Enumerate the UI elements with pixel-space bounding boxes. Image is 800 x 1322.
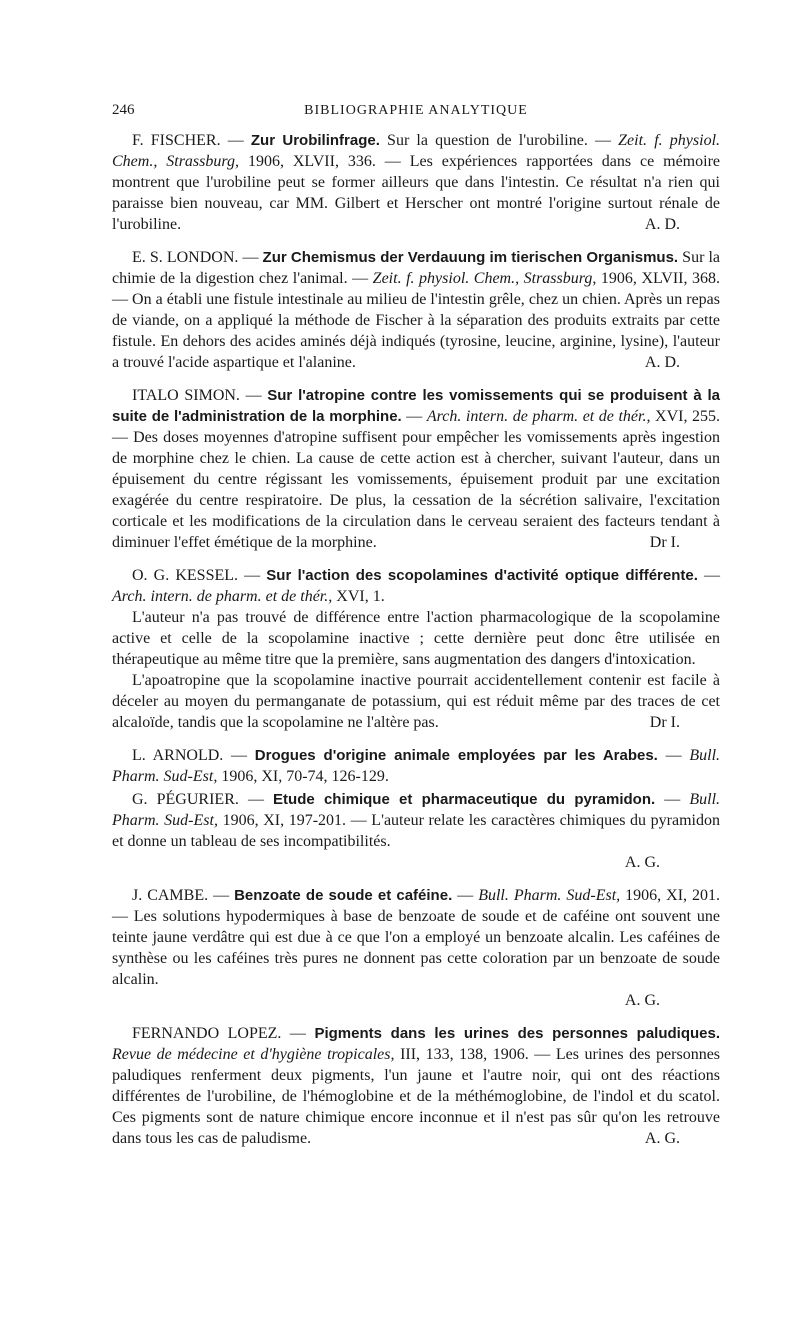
entry-ref: 1906, XLVII, 368. — On a établi une fistule intestinale au milieu de l'intestin grêle, chez un chien. Après un repas de viande, on a appliqué la méthode de Fischer à la séparation des produits extraits par cette fistule. En dehors des acides aminés déjà indiqués (tyrosine, leucine, arginine, lysine), l'auteur a trouvé l'acide aspartique et l'alanine. — [112, 270, 721, 371]
entry-signature: A. D. — [644, 354, 680, 371]
entry-signature: A. D. — [644, 216, 680, 233]
bibliography-entry — [112, 745, 720, 787]
entry-signature: Dr I. — [649, 714, 680, 731]
entry-title: Etude chimique et pharmaceutique du pyramidon. — [273, 791, 656, 808]
running-title: BIBLIOGRAPHIE ANALYTIQUE — [304, 103, 528, 118]
entry-title: Zur Urobilinfrage. — [250, 132, 380, 149]
entry-title: Zur Chemismus der Verdauung im tierischen Organismus. — [262, 249, 679, 266]
entry-title: Sur l'action des scopolamines d'activité optique différente. — [266, 567, 698, 584]
bibliography-entry — [112, 885, 720, 1011]
entry-pre: — — [406, 408, 423, 425]
entry-source: Bull. Pharm. Sud-Est, — [478, 887, 621, 904]
entry-author: L. ARNOLD. — — [132, 747, 248, 764]
entry-ref: XVI, 255. — Des doses moyennes d'atropine suffisent pour empêcher les vomissements après ingestion de morphine chez le chien. La cause de cette action est à chercher, suivant l'auteur, dans un épuisement du centre régissant les vomissements, épuisement produit par une excitation exagérée du centre respiratoire. De plus, la cessation de la sécrétion salivaire, l'excitation corticale et les modifications de la circulation dans le cerveau seraient des facteurs tendant à diminuer l'effet émétique de la morphine. — [112, 408, 721, 551]
entry-signature: A. G. — [644, 1130, 680, 1147]
entry-ref: 1906, XI, 70-74, 126-129. — [221, 768, 389, 785]
entry-pre: — — [457, 887, 474, 904]
bibliography-entry — [112, 385, 720, 553]
entry-source: Bull. Pharm. Sud-Est, — [112, 791, 721, 829]
entry-title: Sur l'atropine contre les vomissements qui se produisent à la suite de l'administration de la morphine. — [112, 387, 720, 425]
entry-author: G. PÉGURIER. — — [132, 791, 264, 808]
entry-ref: XVI, 1. — [336, 588, 385, 605]
bibliography-entry — [112, 789, 720, 873]
entry-pre: Sur la chimie de la digestion chez l'animal. — — [112, 249, 721, 287]
entry-source: Zeit. f. physiol. Chem., Strassburg, — [112, 132, 721, 170]
entry-source: Revue de médecine et d'hygiène tropicales, — [112, 1046, 395, 1063]
entry-pre: Sur la question de l'urobiline. — — [387, 132, 611, 149]
entry-source: Zeit. f. physiol. Chem., Strassburg, — [372, 270, 597, 287]
entry-ref: 1906, XI, 201. — Les solutions hypodermiques à base de benzoate de soude et de caféine ont souvent une teinte jaune verdâtre qui est due à ce que l'on a employé un benzoate alcalin. Les caféines de synthèse ou les caféines très pures ne donnent pas cette coloration par un benzoate de soude alcalin. — [112, 887, 721, 988]
entry-ref: 1906, XI, 197-201. — L'auteur relate les caractères chimiques du pyramidon et donne un tableau de ses incompatibilités. — [112, 812, 720, 850]
entry-author: ITALO SIMON. — — [132, 387, 262, 404]
bibliography-entry — [112, 565, 720, 733]
entry-author: E. S. LONDON. — — [132, 249, 259, 266]
entry-paragraph: L'apoatropine que la scopolamine inactive pourrait accidentellement contenir est facile à déceler au moyen du permanganate de potassium, qui est réduit même par des traces de cet alcaloïde, tandis que la scopolamine ne l'altère pas. — [112, 672, 720, 731]
entry-author: J. CAMBE. — — [132, 887, 230, 904]
entry-title: Pigments dans les urines des personnes paludiques. — [314, 1025, 721, 1042]
bibliography-entry — [112, 1023, 720, 1149]
entry-title: Drogues d'origine animale employées par les Arabes. — [254, 747, 658, 764]
entry-author: O. G. KESSEL. — — [132, 567, 261, 584]
bibliography-entry — [112, 247, 720, 373]
entry-author: FERNANDO LOPEZ. — — [132, 1025, 306, 1042]
entry-source: Bull. Pharm. Sud-Est, — [112, 747, 721, 785]
entry-signature: A. G. — [624, 992, 660, 1009]
entry-source: Arch. intern. de pharm. et de thér., — [112, 588, 333, 605]
running-header — [112, 100, 720, 124]
entry-paragraph: L'auteur n'a pas trouvé de différence entre l'action pharmacologique de la scopolamine active et celle de la scopolamine inactive ; cette dernière peut donc être utilisée en thérapeutique au même titre que la première, sans augmentation des dangers d'intoxication. — [112, 609, 720, 668]
entry-author: F. FISCHER. — — [132, 132, 244, 149]
bibliography-entry — [112, 130, 720, 235]
entry-signature: A. G. — [624, 854, 660, 871]
entry-pre: — — [664, 791, 681, 808]
page-number: 246 — [112, 102, 135, 118]
entry-source: Arch. intern. de pharm. et de thér., — [426, 408, 651, 425]
entry-signature: Dr I. — [649, 534, 680, 551]
entry-title: Benzoate de soude et caféine. — [234, 887, 453, 904]
entry-pre: — — [704, 567, 721, 584]
entry-pre: — — [665, 747, 682, 764]
entry-ref: 1906, XLVII, 336. — Les expériences rapportées dans ce mémoire montrent que l'urobiline peut se former ailleurs que dans l'intestin. Ce résultat n'a rien qui paraisse bien nouveau, car MM. Gilbert et Herscher ont montré l'origine surtout rénale de l'urobiline. — [112, 153, 720, 233]
entry-ref: III, 133, 138, 1906. — Les urines des personnes paludiques renferment deux pigments, l'un jaune et l'autre noir, qui ont des réactions différentes de l'urobiline, de l'hémoglobine et de la méthémoglobine, de l'indol et du scatol. Ces pigments sont de nature chimique encore inconnue et il n'est pas sûr qu'on les retrouve dans tous les cas de paludisme. — [112, 1046, 721, 1147]
